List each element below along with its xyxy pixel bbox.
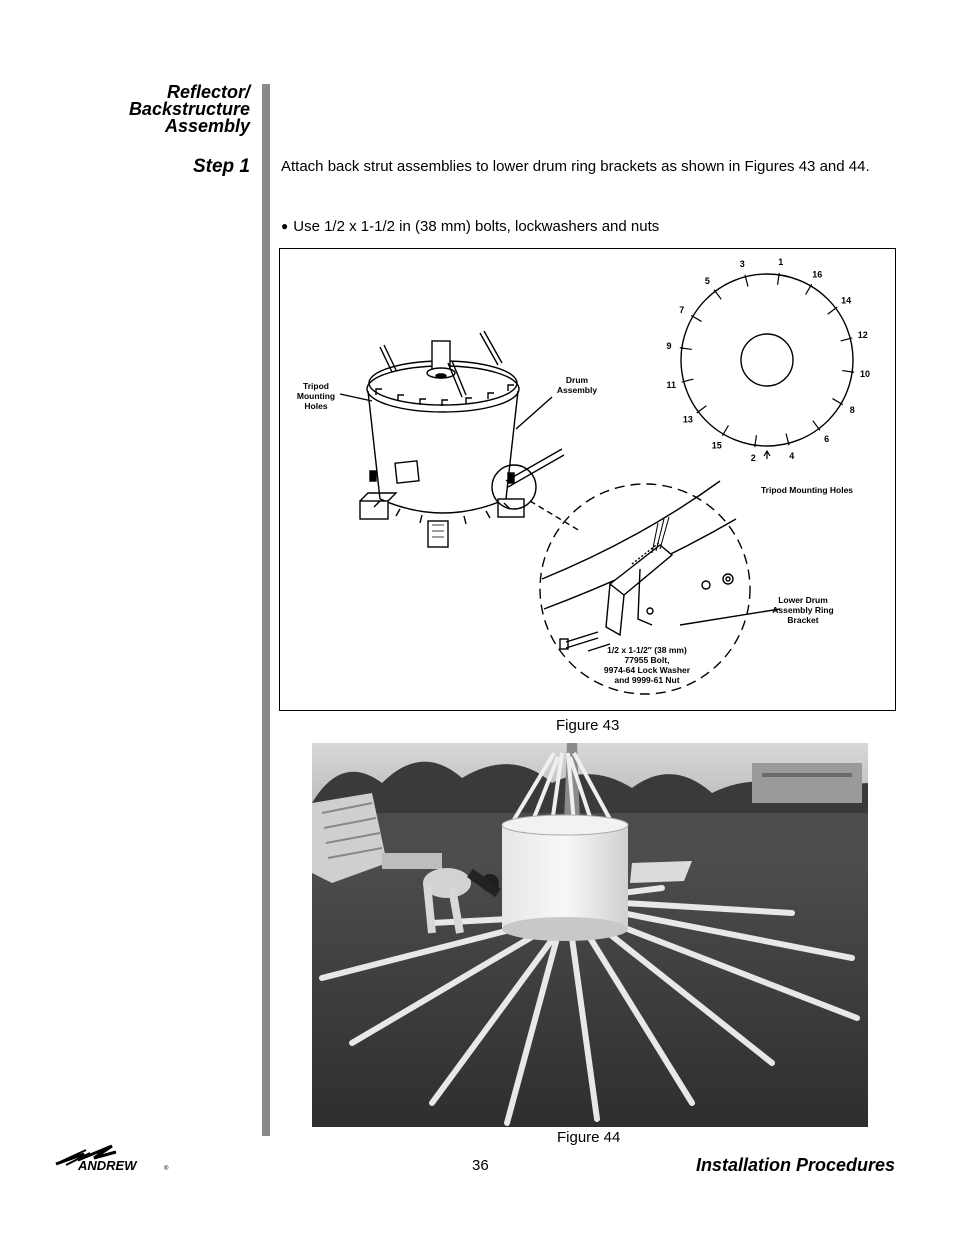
ring-numbers [666,257,870,463]
ring-tooth [813,421,820,431]
ring-tooth [697,406,707,413]
bracket-label-2: Assembly Ring [772,605,834,615]
page-number: 36 [472,1157,489,1174]
bolt-label-4: and 9999-61 Nut [614,675,680,685]
ring-number: 16 [812,269,823,280]
footer-title: Installation Procedures [695,1155,895,1175]
tripod-mounting-holes-label: Tripod Mounting Holes [760,485,854,495]
tripod-holes-label-2: Mounting [296,391,336,401]
andrew-logo-graphic [54,1140,174,1174]
bracket-label-3: Bracket [787,615,819,625]
ring-tooth [832,399,842,405]
ring-number: 8 [849,405,855,416]
ring-number: 10 [859,368,871,379]
ring-number: 15 [711,440,722,451]
ring-number: 11 [666,379,676,390]
figure-44-photo [312,743,868,1127]
drum-label-1: Drum [565,375,589,385]
bracket-label-1: Lower Drum [778,595,828,605]
bolt-label-3: 9974-64 Lock Washer [603,665,691,675]
ring-number: 3 [739,259,745,270]
registered-mark-icon: ® [164,1166,169,1172]
figure-43-caption: Figure 43 [556,717,620,734]
bolt-label-2: 77955 Bolt, [624,655,670,665]
step-instruction: Attach back strut assemblies to lower drum ring brackets as shown in Figures 43 and 44. [281,158,870,175]
tripod-holes-label-1: Tripod [303,381,329,391]
figure-44-image [312,743,868,1127]
ring-top-view [680,273,854,459]
ring-number: 5 [704,275,710,286]
section-divider-bar [262,84,270,1136]
ring-number: 2 [750,453,756,463]
bullet-text: Use 1/2 x 1-1/2 in (38 mm) bolts, lockwashers and nuts [293,218,660,235]
ring-number: 12 [857,330,868,341]
ring-tooth [691,315,701,321]
ring-number: 7 [679,304,685,315]
figure-43-drawing [280,249,894,709]
section-title [50,84,250,135]
ring-number: 9 [666,341,672,352]
ring-tooth [722,425,728,435]
ring-number: 1 [778,257,784,267]
section-title-line3: Assembly [164,116,250,136]
bolt-label-1: 1/2 x 1-1/2″ (38 mm) [607,645,687,655]
figure-43-diagram [279,248,896,711]
drum-label-2: Assembly [556,385,598,395]
tripod-holes-label-3: Holes [304,401,328,411]
figure-44-caption: Figure 44 [557,1129,621,1146]
ring-number: 4 [789,450,795,461]
ring-tooth [828,307,838,314]
bullet-item [281,217,659,237]
ring-number: 13 [682,414,693,425]
ring-tooth [806,284,812,294]
section-title-line1: Reflector/ [166,82,250,102]
bullet-dot-icon: ● [281,219,289,233]
step-label: Step 1 [192,156,250,177]
drum-assembly-drawing [340,331,580,547]
section-title-line2: Backstructure [128,99,250,119]
ring-number: 14 [841,295,852,306]
andrew-logo [54,1140,174,1179]
ring-number: 6 [824,434,830,445]
ring-tooth [714,290,721,300]
andrew-logo-text: ANDREW [78,1158,137,1173]
